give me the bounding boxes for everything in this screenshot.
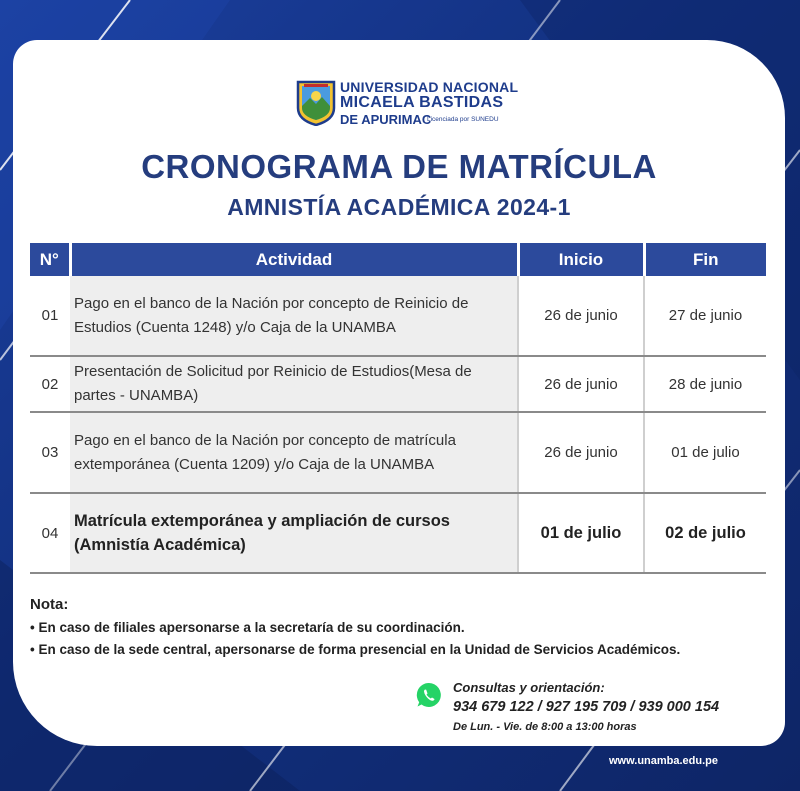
row-activity: Pago en el banco de la Nación por concepto de matrícula extemporánea (Cuenta 1209) y/o Caja de la UNAMBA (70, 412, 518, 493)
row-activity: Pago en el banco de la Nación por concepto de Reinicio de Estudios (Cuenta 1248) y/o Caja de la UNAMBA (70, 276, 518, 356)
table-header-row (30, 243, 766, 276)
page-title: CRONOGRAMA DE MATRÍCULA (141, 148, 657, 185)
row-end-date: 01 de julio (644, 412, 766, 493)
col-header-end: Fin (644, 243, 766, 276)
table-row (30, 412, 766, 493)
row-end-date: 02 de julio (644, 493, 766, 573)
row-end-date: 27 de junio (644, 276, 766, 356)
university-name-line3: DE APURIMAC (340, 112, 432, 127)
row-start-date: 26 de junio (518, 356, 644, 412)
schedule-table (30, 243, 766, 574)
notes-heading: Nota: (30, 596, 69, 613)
row-number: 03 (30, 412, 70, 493)
row-number: 02 (30, 356, 70, 412)
contact-phones: 934 679 122 / 927 195 709 / 939 000 154 (453, 699, 720, 715)
university-name-line2: MICAELA BASTIDAS (340, 94, 504, 111)
row-activity: Presentación de Solicitud por Reinicio de Estudios(Mesa de partes - UNAMBA) (70, 356, 518, 412)
contact-label: Consultas y orientación: (453, 680, 605, 695)
row-start-date: 26 de junio (518, 412, 644, 493)
whatsapp-icon (416, 682, 442, 708)
note-item: • En caso de filiales apersonarse a la secretaría de su coordinación. (30, 620, 465, 635)
university-name-line1: UNIVERSIDAD NACIONAL (340, 79, 519, 95)
col-header-num: N° (30, 243, 70, 276)
license-text: Licenciada por SUNEDU (427, 116, 499, 123)
notes-section (30, 596, 780, 661)
contact-info (416, 680, 776, 740)
row-activity: Matrícula extemporánea y ampliación de cursos (Amnistía Académica) (70, 493, 518, 573)
row-end-date: 28 de junio (644, 356, 766, 412)
page-subtitle: AMNISTÍA ACADÉMICA 2024-1 (227, 194, 571, 220)
row-start-date: 26 de junio (518, 276, 644, 356)
website-link[interactable]: www.unamba.edu.pe (609, 755, 718, 767)
table-row (30, 276, 766, 356)
note-item: • En caso de la sede central, apersonarse de forma presencial en la Unidad de Servicios Académicos. (30, 642, 681, 657)
university-header (13, 76, 785, 136)
row-start-date: 01 de julio (518, 493, 644, 573)
row-number: 01 (30, 276, 70, 356)
table-row (30, 356, 766, 412)
col-header-activity: Actividad (70, 243, 518, 276)
schedule-card (13, 40, 785, 746)
university-shield-icon (296, 80, 336, 126)
table-row (30, 493, 766, 573)
row-number: 04 (30, 493, 70, 573)
contact-hours: De Lun. - Vie. de 8:00 a 13:00 horas (453, 721, 637, 733)
col-header-start: Inicio (518, 243, 644, 276)
